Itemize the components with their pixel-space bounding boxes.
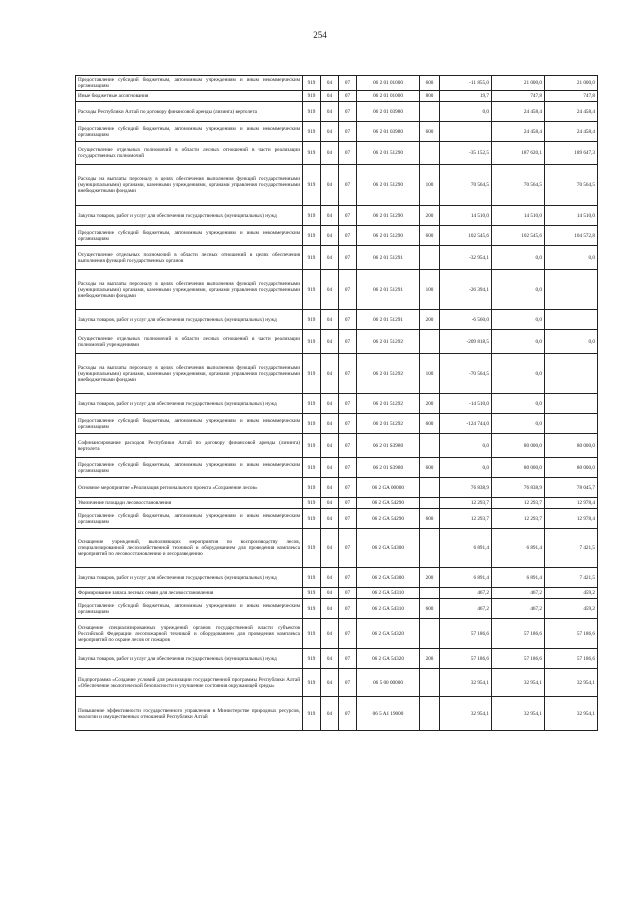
cell-v3: 21 000,0	[545, 76, 598, 91]
cell-grbs: 919	[303, 669, 321, 697]
cell-pr: 07	[339, 588, 357, 599]
cell-csr: 06 2 01 51292	[357, 330, 420, 354]
cell-grbs: 919	[303, 394, 321, 414]
cell-vr	[420, 330, 440, 354]
cell-v2: 467,2	[492, 588, 545, 599]
cell-csr: 06 2 GA 54300	[357, 568, 420, 588]
cell-v2: 6 891,4	[492, 568, 545, 588]
cell-v2: 57 186,6	[492, 649, 545, 669]
table-row	[76, 434, 598, 458]
cell-v3	[545, 394, 598, 414]
cell-pr: 07	[339, 226, 357, 246]
cell-grbs: 919	[303, 354, 321, 394]
cell-csr: 06 2 01 03980	[357, 122, 420, 142]
cell-vr: 200	[420, 649, 440, 669]
cell-v3: 7 421,5	[545, 568, 598, 588]
cell-vr	[420, 478, 440, 498]
table-row	[76, 619, 598, 649]
cell-v3: 747,8	[545, 91, 598, 102]
cell-grbs: 919	[303, 91, 321, 102]
table-row	[76, 568, 598, 588]
cell-v1: 14 510,0	[440, 206, 492, 226]
cell-grbs: 919	[303, 414, 321, 434]
cell-vr: 600	[420, 599, 440, 619]
cell-rz: 04	[321, 697, 339, 731]
cell-rz: 04	[321, 458, 339, 478]
cell-csr: 06 2 GA 54320	[357, 619, 420, 649]
cell-v2: 57 186,6	[492, 619, 545, 649]
cell-v1: -35 152,5	[440, 142, 492, 165]
cell-name: Закупка товаров, работ и услуг для обеспечения государственных (муниципальных) нужд	[76, 649, 303, 669]
cell-v2: 0,0	[492, 354, 545, 394]
cell-v3	[545, 310, 598, 330]
cell-pr: 07	[339, 529, 357, 568]
cell-v2: 0,0	[492, 246, 545, 270]
cell-v1: 0,0	[440, 102, 492, 122]
cell-rz: 04	[321, 91, 339, 102]
cell-v1: 102 545,6	[440, 226, 492, 246]
cell-pr: 07	[339, 697, 357, 731]
cell-name: Осуществление отдельных полномочий в области лесных отношений в части реализации полномочий учреждениями	[76, 330, 303, 354]
cell-pr: 07	[339, 478, 357, 498]
table-row	[76, 498, 598, 509]
cell-v3: 57 186,6	[545, 619, 598, 649]
cell-grbs: 919	[303, 330, 321, 354]
cell-vr: 800	[420, 91, 440, 102]
cell-grbs: 919	[303, 588, 321, 599]
cell-rz: 04	[321, 102, 339, 122]
cell-pr: 07	[339, 76, 357, 91]
cell-vr: 100	[420, 354, 440, 394]
cell-grbs: 919	[303, 76, 321, 91]
cell-grbs: 919	[303, 649, 321, 669]
cell-vr	[420, 619, 440, 649]
cell-vr	[420, 529, 440, 568]
table-row	[76, 270, 598, 310]
cell-v1: 57 186,6	[440, 619, 492, 649]
cell-grbs: 919	[303, 142, 321, 165]
table-row	[76, 206, 598, 226]
cell-rz: 04	[321, 354, 339, 394]
cell-vr: 600	[420, 509, 440, 529]
cell-v3: 12 978,4	[545, 509, 598, 529]
cell-vr	[420, 588, 440, 599]
cell-v2: 80 000,0	[492, 434, 545, 458]
cell-v3: 459,2	[545, 588, 598, 599]
cell-vr	[420, 246, 440, 270]
table-row	[76, 165, 598, 206]
cell-vr: 100	[420, 270, 440, 310]
cell-name: Осуществление отдельных полномочий в области лесных отношений в целях обеспечения выполнения функций государственных органов	[76, 246, 303, 270]
cell-pr: 07	[339, 330, 357, 354]
cell-pr: 07	[339, 568, 357, 588]
cell-grbs: 919	[303, 122, 321, 142]
cell-vr: 600	[420, 122, 440, 142]
cell-grbs: 919	[303, 599, 321, 619]
cell-csr: 06 2 01 51291	[357, 310, 420, 330]
cell-v1: 76 838,9	[440, 478, 492, 498]
cell-csr: 06 2 01 01000	[357, 91, 420, 102]
cell-v2: 187 620,1	[492, 142, 545, 165]
table-row	[76, 414, 598, 434]
cell-v2: 6 891,4	[492, 529, 545, 568]
cell-vr: 600	[420, 458, 440, 478]
cell-csr: 06 2 GA 54320	[357, 649, 420, 669]
cell-pr: 07	[339, 414, 357, 434]
table-row	[76, 76, 598, 91]
cell-pr: 07	[339, 122, 357, 142]
cell-name: Предоставление субсидий бюджетным, автономным учреждениям и иным некоммерческим организациям	[76, 599, 303, 619]
cell-v1: 32 954,1	[440, 697, 492, 731]
table-row	[76, 142, 598, 165]
cell-vr: 600	[420, 414, 440, 434]
cell-v3: 57 186,6	[545, 649, 598, 669]
table-row	[76, 330, 598, 354]
cell-pr: 07	[339, 102, 357, 122]
cell-v3: 80 000,0	[545, 458, 598, 478]
cell-v1: 0,0	[440, 434, 492, 458]
cell-v2: 24 458,4	[492, 122, 545, 142]
cell-pr: 07	[339, 246, 357, 270]
cell-vr	[420, 142, 440, 165]
cell-v3	[545, 270, 598, 310]
cell-v1: 12 293,7	[440, 498, 492, 509]
cell-v2: 76 838,9	[492, 478, 545, 498]
cell-vr: 200	[420, 568, 440, 588]
cell-rz: 04	[321, 226, 339, 246]
cell-name: Формирование запаса лесных семян для лесовосстановления	[76, 588, 303, 599]
cell-pr: 07	[339, 91, 357, 102]
cell-name: Повышение эффективности государственного управления в Министерстве природных ресурсов, экологии и имущественных отношений Республики Алтай	[76, 697, 303, 731]
table-row	[76, 509, 598, 529]
cell-v3: 80 000,0	[545, 434, 598, 458]
cell-grbs: 919	[303, 246, 321, 270]
cell-v3: 14 510,0	[545, 206, 598, 226]
cell-pr: 07	[339, 619, 357, 649]
cell-csr: 06 5 A1 19000	[357, 697, 420, 731]
cell-v2: 0,0	[492, 330, 545, 354]
cell-v2: 12 293,7	[492, 509, 545, 529]
cell-name: Закупка товаров, работ и услуг для обеспечения государственных (муниципальных) нужд	[76, 310, 303, 330]
cell-v3: 0,0	[545, 246, 598, 270]
cell-v1: 467,2	[440, 599, 492, 619]
cell-rz: 04	[321, 142, 339, 165]
cell-csr: 06 2 01 51292	[357, 414, 420, 434]
cell-v2: 70 564,5	[492, 165, 545, 206]
cell-v1: 57 186,6	[440, 649, 492, 669]
cell-vr: 200	[420, 206, 440, 226]
cell-v2: 21 000,0	[492, 76, 545, 91]
cell-v3: 78 045,7	[545, 478, 598, 498]
cell-v3: 0,0	[545, 330, 598, 354]
cell-pr: 07	[339, 599, 357, 619]
cell-grbs: 919	[303, 458, 321, 478]
cell-name: Предоставление субсидий бюджетным, автономным учреждениям и иным некоммерческим организациям	[76, 458, 303, 478]
table-row	[76, 226, 598, 246]
cell-pr: 07	[339, 434, 357, 458]
cell-rz: 04	[321, 568, 339, 588]
cell-name: Основное мероприятие «Реализация регионального проекта «Сохранение лесов»	[76, 478, 303, 498]
cell-v2: 747,8	[492, 91, 545, 102]
table-row	[76, 310, 598, 330]
cell-v3: 189 647,3	[545, 142, 598, 165]
cell-pr: 07	[339, 498, 357, 509]
cell-v2: 467,2	[492, 599, 545, 619]
cell-vr: 600	[420, 76, 440, 91]
table-row	[76, 599, 598, 619]
cell-v1: -11 855,0	[440, 76, 492, 91]
table-row	[76, 588, 598, 599]
cell-csr: 06 2 01 51291	[357, 246, 420, 270]
cell-v1: -124 744,0	[440, 414, 492, 434]
cell-v1: -6 560,0	[440, 310, 492, 330]
table-row	[76, 697, 598, 731]
cell-rz: 04	[321, 599, 339, 619]
cell-v3: 24 458,4	[545, 122, 598, 142]
table-row	[76, 394, 598, 414]
table-row	[76, 529, 598, 568]
cell-v1: -32 954,1	[440, 246, 492, 270]
cell-vr	[420, 434, 440, 458]
cell-vr	[420, 669, 440, 697]
cell-v2: 32 954,1	[492, 697, 545, 731]
cell-v3: 104 572,8	[545, 226, 598, 246]
cell-rz: 04	[321, 669, 339, 697]
cell-rz: 04	[321, 478, 339, 498]
cell-rz: 04	[321, 414, 339, 434]
cell-vr: 200	[420, 310, 440, 330]
cell-csr: 06 2 01 51291	[357, 270, 420, 310]
cell-grbs: 919	[303, 165, 321, 206]
cell-rz: 04	[321, 394, 339, 414]
cell-v3: 32 954,1	[545, 669, 598, 697]
cell-pr: 07	[339, 509, 357, 529]
cell-v2: 32 954,1	[492, 669, 545, 697]
cell-csr: 06 2 01 03980	[357, 102, 420, 122]
cell-name: Предоставление субсидий бюджетным, автономным учреждениям и иным некоммерческим организациям	[76, 122, 303, 142]
cell-grbs: 919	[303, 568, 321, 588]
table-row	[76, 246, 598, 270]
cell-name: Оснащение учреждений, выполняющих мероприятия по воспроизводству лесов, специализированной лесохозяйственной техникой и оборудованием для проведения комплекса мероприятий по лесовосстановлению и лесоразведению	[76, 529, 303, 568]
cell-csr: 06 2 GA 54290	[357, 498, 420, 509]
table-row	[76, 458, 598, 478]
cell-name: Закупка товаров, работ и услуг для обеспечения государственных (муниципальных) нужд	[76, 206, 303, 226]
cell-v2: 12 293,7	[492, 498, 545, 509]
cell-rz: 04	[321, 310, 339, 330]
cell-rz: 04	[321, 122, 339, 142]
cell-csr: 06 2 01 51292	[357, 394, 420, 414]
cell-v1: -209 818,5	[440, 330, 492, 354]
cell-v1: 6 891,4	[440, 568, 492, 588]
cell-v2: 80 000,0	[492, 458, 545, 478]
cell-v3: 7 421,5	[545, 529, 598, 568]
page-number: 254	[313, 30, 327, 40]
cell-grbs: 919	[303, 206, 321, 226]
cell-v2: 14 510,0	[492, 206, 545, 226]
cell-grbs: 919	[303, 529, 321, 568]
cell-rz: 04	[321, 76, 339, 91]
cell-vr: 600	[420, 226, 440, 246]
cell-name: Увеличение площади лесовосстановления	[76, 498, 303, 509]
table-row	[76, 91, 598, 102]
cell-name: Расходы Республики Алтай по договору финансовой аренды (лизинга) вертолета	[76, 102, 303, 122]
cell-v1: 32 954,1	[440, 669, 492, 697]
cell-csr: 06 2 01 51290	[357, 226, 420, 246]
cell-rz: 04	[321, 619, 339, 649]
cell-v3: 32 954,1	[545, 697, 598, 731]
cell-vr	[420, 102, 440, 122]
cell-pr: 07	[339, 649, 357, 669]
cell-v1: 0,0	[440, 458, 492, 478]
cell-name: Осуществление отдельных полномочий в области лесных отношений в части реализации государственных полномочий	[76, 142, 303, 165]
cell-v1: 6 891,4	[440, 529, 492, 568]
cell-rz: 04	[321, 330, 339, 354]
cell-name: Предоставление субсидий бюджетным, автономным учреждениям и иным некоммерческим организациям	[76, 76, 303, 91]
cell-csr: 06 2 01 51290	[357, 206, 420, 226]
cell-csr: 06 2 01 51290	[357, 142, 420, 165]
cell-csr: 06 2 01 01000	[357, 76, 420, 91]
table-row	[76, 649, 598, 669]
table-row	[76, 354, 598, 394]
cell-pr: 07	[339, 142, 357, 165]
cell-rz: 04	[321, 165, 339, 206]
cell-v1: -14 510,0	[440, 394, 492, 414]
cell-v2: 0,0	[492, 394, 545, 414]
cell-name: Предоставление субсидий бюджетным, автономным учреждениям и иным некоммерческим организациям	[76, 414, 303, 434]
cell-rz: 04	[321, 498, 339, 509]
cell-name: Иные бюджетные ассигнования	[76, 91, 303, 102]
cell-v2: 0,0	[492, 310, 545, 330]
cell-csr: 06 2 GA 54290	[357, 509, 420, 529]
cell-v2: 0,0	[492, 414, 545, 434]
cell-grbs: 919	[303, 697, 321, 731]
cell-grbs: 919	[303, 226, 321, 246]
cell-v3: 24 458,4	[545, 102, 598, 122]
cell-v1: 12 293,7	[440, 509, 492, 529]
cell-csr: 06 2 GA 54300	[357, 529, 420, 568]
cell-csr: 06 2 01 S3980	[357, 434, 420, 458]
cell-rz: 04	[321, 649, 339, 669]
cell-vr	[420, 498, 440, 509]
cell-name: Предоставление субсидий бюджетным, автономным учреждениям и иным некоммерческим организациям	[76, 509, 303, 529]
cell-v2: 0,0	[492, 270, 545, 310]
cell-grbs: 919	[303, 270, 321, 310]
cell-grbs: 919	[303, 310, 321, 330]
cell-csr: 06 5 00 00000	[357, 669, 420, 697]
cell-name: Оснащение специализированных учреждений органов государственной власти субъектов Российской Федерации лесопожарной техникой и оборудованием для проведения комплекса мероприятий по охране лесов от пожаров	[76, 619, 303, 649]
cell-name: Закупка товаров, работ и услуг для обеспечения государственных (муниципальных) нужд	[76, 568, 303, 588]
cell-rz: 04	[321, 270, 339, 310]
cell-v3	[545, 354, 598, 394]
cell-name: Расходы на выплаты персоналу в целях обеспечения выполнения функций государственными (муниципальными) органами, казенными учреждениями, органами управления государственными внебюджетными фондами	[76, 165, 303, 206]
cell-pr: 07	[339, 354, 357, 394]
cell-name: Софинансирование расходов Республики Алтай по договору финансовой аренды (лизинга) вертолета	[76, 434, 303, 458]
cell-grbs: 919	[303, 102, 321, 122]
cell-v1: 70 564,5	[440, 165, 492, 206]
cell-rz: 04	[321, 434, 339, 458]
cell-vr: 200	[420, 394, 440, 414]
cell-pr: 07	[339, 669, 357, 697]
cell-v2: 102 545,6	[492, 226, 545, 246]
cell-name: Закупка товаров, работ и услуг для обеспечения государственных (муниципальных) нужд	[76, 394, 303, 414]
cell-rz: 04	[321, 509, 339, 529]
table-row	[76, 122, 598, 142]
cell-vr	[420, 697, 440, 731]
cell-v1: -26 394,1	[440, 270, 492, 310]
cell-csr: 06 2 GA 54310	[357, 588, 420, 599]
cell-name: Подпрограмма «Создание условий для реализации государственной программы Республики Алтай «Обеспечение экологической безопасности и улучшение состояния окружающей среды»	[76, 669, 303, 697]
cell-v1: -70 564,5	[440, 354, 492, 394]
cell-v3	[545, 414, 598, 434]
table-row	[76, 102, 598, 122]
cell-pr: 07	[339, 394, 357, 414]
budget-table	[75, 75, 598, 731]
cell-grbs: 919	[303, 434, 321, 458]
cell-pr: 07	[339, 270, 357, 310]
cell-csr: 06 2 GA 00000	[357, 478, 420, 498]
cell-rz: 04	[321, 246, 339, 270]
cell-name: Расходы на выплаты персоналу в целях обеспечения выполнения функций государственными (муниципальными) органами, казенными учреждениями, органами управления государственными внебюджетными фондами	[76, 270, 303, 310]
cell-grbs: 919	[303, 619, 321, 649]
cell-name: Предоставление субсидий бюджетным, автономным учреждениям и иным некоммерческим организациям	[76, 226, 303, 246]
cell-grbs: 919	[303, 478, 321, 498]
cell-grbs: 919	[303, 498, 321, 509]
cell-csr: 06 2 01 51292	[357, 354, 420, 394]
cell-name: Расходы на выплаты персоналу в целях обеспечения выполнения функций государственными (муниципальными) органами, казенными учреждениями, органами управления государственными внебюджетными фондами	[76, 354, 303, 394]
cell-csr: 06 2 01 S3980	[357, 458, 420, 478]
cell-v1	[440, 122, 492, 142]
cell-rz: 04	[321, 588, 339, 599]
cell-v1: 467,2	[440, 588, 492, 599]
cell-pr: 07	[339, 165, 357, 206]
cell-v3: 70 564,5	[545, 165, 598, 206]
table-row	[76, 669, 598, 697]
cell-csr: 06 2 GA 54310	[357, 599, 420, 619]
cell-v3: 12 978,4	[545, 498, 598, 509]
cell-v2: 24 458,4	[492, 102, 545, 122]
cell-grbs: 919	[303, 509, 321, 529]
cell-pr: 07	[339, 206, 357, 226]
cell-pr: 07	[339, 310, 357, 330]
cell-csr: 06 2 01 51290	[357, 165, 420, 206]
cell-rz: 04	[321, 529, 339, 568]
cell-pr: 07	[339, 458, 357, 478]
cell-v3: 459,2	[545, 599, 598, 619]
cell-rz: 04	[321, 206, 339, 226]
cell-vr: 100	[420, 165, 440, 206]
cell-v1: 19,7	[440, 91, 492, 102]
table-row	[76, 478, 598, 498]
